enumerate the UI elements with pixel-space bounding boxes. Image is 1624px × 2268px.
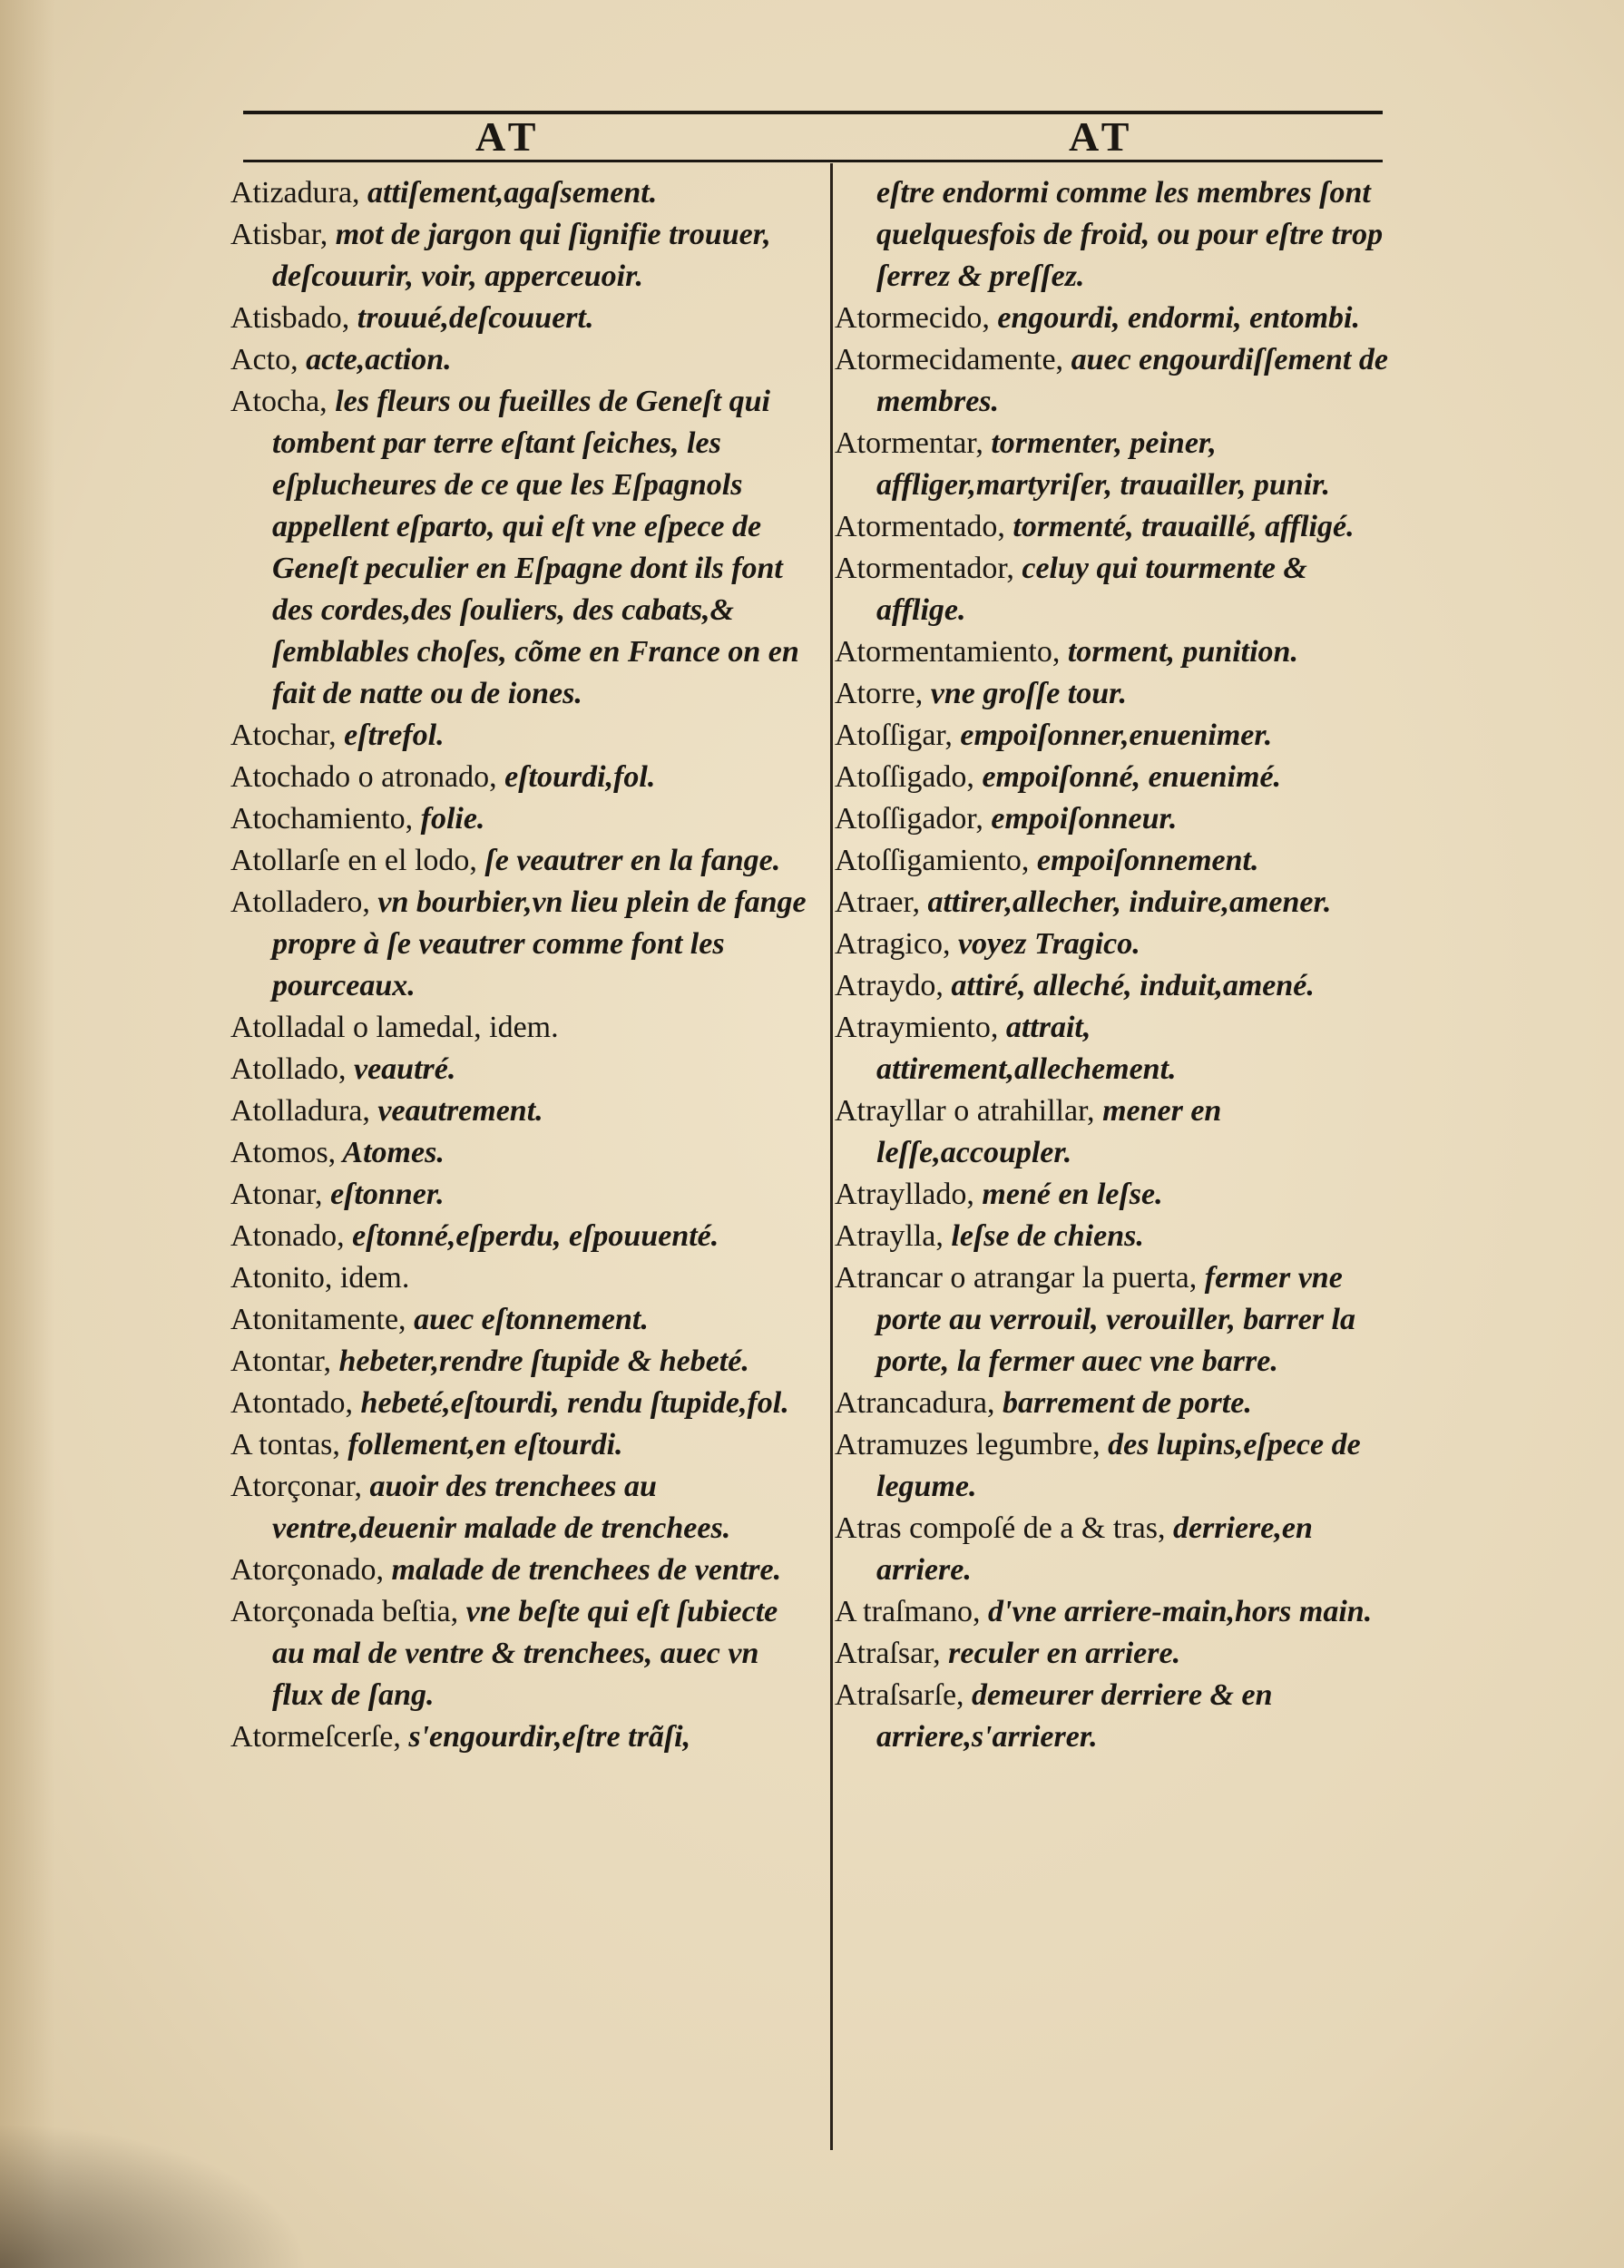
dictionary-entry	[835, 1257, 1397, 1383]
entry-headword: Atragico,	[835, 927, 951, 961]
entry-headword: Atrancar o atrangar la puerta,	[835, 1261, 1198, 1295]
entry-gloss: vne groſſe tour.	[923, 677, 1128, 710]
entry-headword: Atolladero,	[230, 885, 370, 919]
dictionary-entry	[835, 1174, 1397, 1216]
entry-headword: Atormentador,	[835, 552, 1014, 585]
entry-gloss: mot de jargon qui ſignifie trouuer, deſcouurir, voir, apperceuoir.	[272, 218, 771, 293]
entry-gloss: torment, punition.	[1060, 635, 1298, 669]
entry-gloss: celuy qui tourmente & afflige.	[876, 552, 1307, 627]
entry-headword: Atisbado,	[230, 301, 350, 335]
dictionary-entry	[230, 1341, 811, 1383]
entry-headword: Atraſsar,	[835, 1637, 941, 1670]
entry-gloss: hebeté,eſtourdi, rendu ſtupide,fol.	[353, 1386, 789, 1420]
entry-gloss: attrait, attirement,allechement.	[876, 1011, 1177, 1086]
entry-headword: Atonado,	[230, 1219, 345, 1253]
entry-headword: Atonitamente,	[230, 1303, 406, 1336]
entry-headword: Atolladal o lamedal, idem.	[230, 1011, 559, 1044]
page-edge-shading	[0, 0, 54, 2268]
running-head-right: AT	[1069, 113, 1135, 160]
entry-gloss: acte,action.	[298, 343, 452, 376]
entry-headword: Atollado,	[230, 1052, 347, 1086]
entry-headword: Atontar,	[230, 1344, 331, 1378]
dictionary-entry	[230, 1549, 811, 1591]
entry-gloss: eſtrefol.	[336, 719, 445, 752]
dictionary-entry	[230, 1132, 811, 1174]
entry-gloss: vn bourbier,vn lieu plein de fange propre à ſe veautrer comme font les pourceaux.	[272, 885, 807, 1002]
entry-headword: Atorçonada beſtia,	[230, 1595, 459, 1628]
entry-gloss: auec engourdiſſement de membres.	[876, 343, 1388, 418]
entry-headword: Atorre,	[835, 677, 924, 710]
entry-headword: Atorçonado,	[230, 1553, 385, 1587]
dictionary-entry	[230, 1257, 811, 1299]
entry-gloss: reculer en arriere.	[940, 1637, 1181, 1670]
dictionary-entry	[835, 1633, 1397, 1675]
dictionary-entry	[230, 1424, 811, 1466]
entry-gloss: tormenté, trauaillé, affligé.	[1004, 510, 1355, 543]
dictionary-entry	[230, 1466, 811, 1549]
entry-gloss: d'vne arriere-main,hors main.	[980, 1595, 1373, 1628]
entry-gloss: attirer,allecher, induire,amener.	[919, 885, 1332, 919]
dictionary-entry	[230, 882, 811, 1007]
entry-headword: Atochar,	[230, 719, 337, 752]
dictionary-entry	[835, 715, 1397, 757]
entry-headword: Atonar,	[230, 1178, 323, 1211]
entry-gloss: attiſement,agaſsement.	[359, 176, 658, 210]
entry-gloss: veautré.	[346, 1052, 456, 1086]
entry-headword: Atrancadura,	[835, 1386, 995, 1420]
entry-gloss: derriere,en arriere.	[876, 1511, 1313, 1587]
dictionary-entry	[835, 423, 1397, 506]
entry-headword: Atormecido,	[835, 301, 990, 335]
entry-gloss: malade de trenchees de ventre.	[384, 1553, 782, 1587]
entry-headword: Atrayllar o atrahillar,	[835, 1094, 1095, 1128]
entry-headword: Atraer,	[835, 885, 920, 919]
entry-headword: Atonito, idem.	[230, 1261, 410, 1295]
dictionary-entry	[230, 339, 811, 381]
dictionary-entry	[230, 1174, 811, 1216]
dictionary-entry	[230, 840, 811, 882]
dictionary-entry	[835, 298, 1397, 339]
entry-gloss: mener en leſſe,accoupler.	[876, 1094, 1222, 1169]
dictionary-entry	[835, 673, 1397, 715]
entry-gloss: vne beſte qui eſt ſubiecte au mal de ventre & trenchees, auec vn flux de ſang.	[272, 1595, 778, 1712]
dictionary-entry	[835, 965, 1397, 1007]
dictionary-entry	[230, 715, 811, 757]
entry-headword: Atraymiento,	[835, 1011, 999, 1044]
dictionary-entry	[835, 840, 1397, 882]
dictionary-entry	[835, 172, 1397, 298]
entry-gloss: Atomes.	[336, 1136, 445, 1169]
dictionary-entry	[230, 381, 811, 715]
dictionary-entry	[835, 1007, 1397, 1090]
dictionary-entry	[230, 1007, 811, 1049]
dictionary-entry	[835, 757, 1397, 798]
entry-headword: Atraydo,	[835, 969, 944, 1002]
entry-headword: Atocha,	[230, 385, 328, 418]
entry-gloss: eſtonné,eſperdu, eſpouuenté.	[344, 1219, 719, 1253]
dictionary-entry	[230, 298, 811, 339]
entry-headword: Atraylla,	[835, 1219, 944, 1253]
column-divider	[830, 163, 833, 2150]
entry-headword: Atrayllado,	[835, 1178, 974, 1211]
dictionary-entry	[835, 506, 1397, 548]
entry-headword: Atormecidamente,	[835, 343, 1064, 376]
entry-headword: Atoſſigador,	[835, 802, 983, 836]
entry-gloss: empoiſonner,enuenimer.	[952, 719, 1273, 752]
entry-headword: Atormentar,	[835, 426, 983, 460]
header-rule	[243, 111, 1383, 114]
header-underline	[243, 160, 1383, 162]
dictionary-entry	[230, 1216, 811, 1257]
dictionary-entry	[230, 214, 811, 298]
dictionary-entry	[230, 1716, 811, 1758]
entry-headword: Atollarſe en el lodo,	[230, 844, 477, 877]
dictionary-entry	[835, 1216, 1397, 1257]
entry-gloss: trouué,deſcouuert.	[349, 301, 594, 335]
entry-headword: Atoſſigado,	[835, 760, 974, 794]
entry-gloss: auoir des trenchees au ventre,deuenir malade de trenchees.	[272, 1470, 731, 1545]
dictionary-entry	[230, 1090, 811, 1132]
entry-gloss: attiré, alleché, induit,amené.	[943, 969, 1315, 1002]
dictionary-entry	[835, 548, 1397, 631]
right-column	[835, 172, 1397, 1758]
dictionary-entry	[835, 1383, 1397, 1424]
dictionary-entry	[835, 1508, 1397, 1591]
entry-headword: Atolladura,	[230, 1094, 370, 1128]
entry-gloss: ſe veautrer en la fange.	[476, 844, 781, 877]
dictionary-entry	[230, 798, 811, 840]
dictionary-entry	[835, 924, 1397, 965]
entry-gloss: demeurer derriere & en arriere,s'arrierer.	[876, 1678, 1273, 1754]
entry-gloss: eſtourdi,fol.	[496, 760, 656, 794]
entry-gloss: barrement de porte.	[994, 1386, 1252, 1420]
corner-shadow	[0, 2123, 308, 2268]
entry-gloss: leſse de chiens.	[943, 1219, 1144, 1253]
entry-gloss: hebeter,rendre ſtupide & hebeté.	[331, 1344, 749, 1378]
entry-gloss: des lupins,eſpece de legume.	[876, 1428, 1361, 1503]
entry-headword: Atochado o atronado,	[230, 760, 497, 794]
dictionary-entry	[835, 631, 1397, 673]
entry-headword: Atormentado,	[835, 510, 1005, 543]
entry-headword: Atoſſigamiento,	[835, 844, 1030, 877]
entry-headword: A traſmano,	[835, 1595, 981, 1628]
entry-headword: Atormentamiento,	[835, 635, 1061, 669]
dictionary-entry	[835, 1090, 1397, 1174]
entry-gloss: folie.	[413, 802, 485, 836]
entry-gloss: s'engourdir,eſtre trãſi,	[400, 1720, 691, 1754]
dictionary-entry	[230, 757, 811, 798]
dictionary-entry	[835, 1675, 1397, 1758]
dictionary-entry	[835, 339, 1397, 423]
entry-headword: Atormeſcerſe,	[230, 1720, 401, 1754]
running-head-left: AT	[475, 113, 542, 160]
entry-headword: Atramuzes legumbre,	[835, 1428, 1101, 1461]
entry-gloss: veautrement.	[369, 1094, 543, 1128]
entry-gloss: eſtre endormi comme les membres ſont quelquesfois de froid, ou pour eſtre trop ſerrez & preſſez.	[876, 176, 1384, 293]
entry-gloss: eſtonner.	[322, 1178, 445, 1211]
dictionary-entry	[230, 1299, 811, 1341]
entry-headword: Atoſſigar,	[835, 719, 953, 752]
entry-headword: Atras compoſé de a & tras,	[835, 1511, 1166, 1545]
entry-gloss: engourdi, endormi, entombi.	[989, 301, 1360, 335]
entry-gloss: empoiſonné, enuenimé.	[973, 760, 1282, 794]
entry-headword: Atraſsarſe,	[835, 1678, 964, 1712]
entry-headword: Atorçonar,	[230, 1470, 362, 1503]
entry-gloss: mené en leſse.	[973, 1178, 1163, 1211]
entry-gloss: voyez Tragico.	[950, 927, 1140, 961]
entry-gloss: empoiſonnement.	[1029, 844, 1259, 877]
entry-gloss: les fleurs ou fueilles de Geneſt qui tombent par terre eſtant ſeiches, les eſplucheures de ce que les Eſpagnols appellent eſparto, qui eſt vne eſpece de Geneſt peculier en Eſpagne dont ils font des cordes,des ſouliers, des cabats,& ſemblables choſes, cõme en France on en fait de natte ou de iones.	[272, 385, 799, 710]
entry-headword: Atizadura,	[230, 176, 360, 210]
left-column	[230, 172, 811, 1758]
dictionary-entry	[230, 1383, 811, 1424]
entry-headword: Acto,	[230, 343, 298, 376]
entry-headword: A tontas,	[230, 1428, 340, 1461]
entry-gloss: auec eſtonnement.	[406, 1303, 649, 1336]
dictionary-entry	[230, 1049, 811, 1090]
dictionary-entry	[835, 882, 1397, 924]
dictionary-entry	[230, 1591, 811, 1716]
dictionary-entry	[835, 798, 1397, 840]
dictionary-entry	[835, 1424, 1397, 1508]
entry-gloss: fermer vne porte au verrouil, verouiller, barrer la porte, la fermer auec vne barre.	[876, 1261, 1355, 1378]
dictionary-entry	[835, 1591, 1397, 1633]
entry-gloss: empoiſonneur.	[983, 802, 1178, 836]
entry-headword: Atisbar,	[230, 218, 328, 251]
entry-gloss: tormenter, peiner, affliger,martyriſer, trauailler, punir.	[876, 426, 1331, 502]
entry-headword: Atochamiento,	[230, 802, 414, 836]
entry-gloss: follement,en eſtourdi.	[339, 1428, 623, 1461]
dictionary-entry	[230, 172, 811, 214]
entry-headword: Atomos,	[230, 1136, 337, 1169]
entry-headword: Atontado,	[230, 1386, 354, 1420]
